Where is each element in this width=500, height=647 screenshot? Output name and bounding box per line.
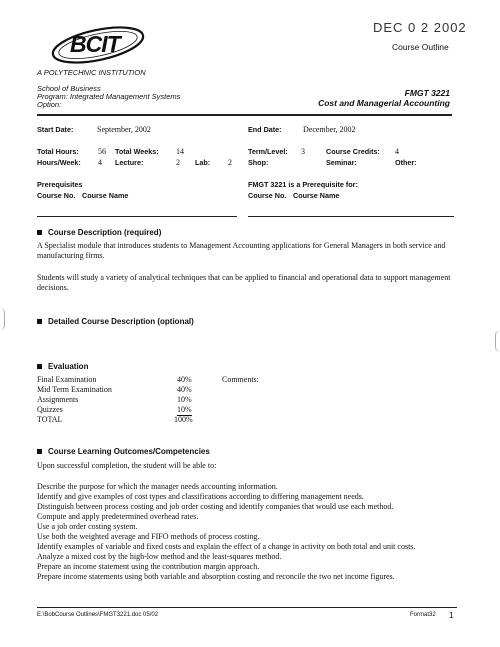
- hours-week-value: 4: [98, 158, 102, 167]
- outcomes-list: [37, 482, 457, 582]
- start-label: Start Date:: [37, 125, 74, 134]
- prereq-title: Prerequisites: [37, 180, 83, 189]
- logo-text: BCIT: [70, 31, 120, 57]
- shop-label: Shop:: [248, 158, 269, 167]
- table-row: Quizzes 10%: [37, 405, 192, 414]
- page-number: 1: [449, 610, 454, 620]
- total-weeks-label: Total Weeks:: [115, 147, 159, 156]
- term-label: Term/Level:: [248, 147, 288, 156]
- end-value: December, 2002: [303, 125, 356, 134]
- prereq-divider-left: [37, 216, 237, 217]
- program-name: Program: Integrated Management Systems: [37, 92, 181, 101]
- outcomes-heading: Course Learning Outcomes/Competencies: [37, 447, 210, 456]
- list-item: Prepare income statements using both variable and absorption costing and reconcile the two net income figures.: [37, 572, 395, 581]
- document-type: Course Outline: [392, 42, 449, 52]
- list-item: Describe the purpose for which the manager needs accounting information.: [37, 482, 278, 491]
- footer-path: E:\BobCourse Outlines\FMGT3221.doc 05/02: [37, 612, 159, 618]
- table-row: TOTAL 100%: [37, 415, 193, 424]
- outcomes-intro: Upon successful completion, the student will be able to:: [37, 461, 217, 470]
- course-description-p2: Students will study a variety of analytical techniques that can be applied to financial and operational data to support management decisions.: [37, 273, 451, 292]
- other-label: Other:: [395, 158, 417, 167]
- credits-label: Course Credits:: [326, 147, 380, 156]
- list-item: Identify and give examples of cost types and classifications according to differing management needs.: [37, 492, 364, 501]
- bullet-square-icon: [37, 319, 42, 324]
- received-stamp: DEC 0 2 2002: [373, 20, 467, 35]
- footer-form: Format32: [410, 612, 436, 618]
- list-item: Identify examples of variable and fixed costs and explain the effect of a change in activity on both total and unit costs.: [37, 542, 416, 551]
- seminar-label: Seminar:: [326, 158, 357, 167]
- lecture-label: Lecture:: [115, 158, 144, 167]
- total-hours-value: 56: [98, 147, 106, 156]
- prereq-col-name: Course Name: [82, 191, 129, 200]
- list-item: Analyze a mixed cost by the high-low method and the least-squares method.: [37, 552, 282, 561]
- lab-value: 2: [228, 158, 232, 167]
- bullet-square-icon: [37, 449, 42, 454]
- table-row: Final Examination 40%: [37, 375, 192, 384]
- list-item: Distinguish between process costing and job order costing and identify companies that would use each method.: [37, 502, 394, 511]
- prereq-for-col-no: Course No.: [248, 191, 287, 200]
- lecture-value: 2: [176, 158, 180, 167]
- prereq-col-no: Course No.: [37, 191, 76, 200]
- evaluation-heading: Evaluation: [37, 362, 88, 371]
- end-label: End Date:: [248, 125, 282, 134]
- start-value: September, 2002: [97, 125, 151, 134]
- detailed-description-heading: Detailed Course Description (optional): [37, 317, 194, 326]
- bullet-square-icon: [37, 230, 42, 235]
- course-description-heading: Course Description (required): [37, 228, 161, 237]
- total-hours-label: Total Hours:: [37, 147, 79, 156]
- credits-value: 4: [395, 147, 399, 156]
- lab-label: Lab:: [195, 158, 211, 167]
- evaluation-comments-label: Comments:: [222, 375, 259, 384]
- list-item: Use both the weighted average and FIFO methods of process costing.: [37, 532, 260, 541]
- prereq-for-title: FMGT 3221 is a Prerequisite for:: [248, 180, 358, 189]
- binding-mark-top: [0, 308, 5, 330]
- list-item: Compute and apply predetermined overhead rates.: [37, 512, 199, 521]
- info-block: [37, 125, 457, 170]
- bullet-square-icon: [37, 364, 42, 369]
- prereq-for-col-name: Course Name: [293, 191, 340, 200]
- list-item: Use a job order costing system.: [37, 522, 138, 531]
- header-divider: [37, 114, 452, 116]
- tagline: A POLYTECHNIC INSTITUTION: [37, 68, 146, 77]
- evaluation-table: [37, 375, 237, 425]
- table-row: Mid Term Examination 40%: [37, 385, 192, 394]
- term-value: 3: [301, 147, 305, 156]
- total-weeks-value: 14: [176, 147, 184, 156]
- table-row: Assignments 10%: [37, 395, 192, 404]
- course-title: Cost and Managerial Accounting: [318, 98, 450, 108]
- school-name: School of Business: [37, 84, 101, 93]
- hours-week-label: Hours/Week:: [37, 158, 81, 167]
- course-code: FMGT 3221: [404, 88, 450, 98]
- option-label: Option:: [37, 100, 62, 109]
- list-item: Prepare an income statement using the contribution margin approach.: [37, 562, 260, 571]
- prereq-divider-right: [248, 216, 454, 217]
- footer-divider: [37, 607, 457, 608]
- course-description-p1: A Specialist module that introduces students to Management Accounting applications for General Managers in both service and manufacturing firms.: [37, 241, 446, 260]
- binding-mark-right: [495, 330, 500, 352]
- bcit-logo: [48, 22, 150, 68]
